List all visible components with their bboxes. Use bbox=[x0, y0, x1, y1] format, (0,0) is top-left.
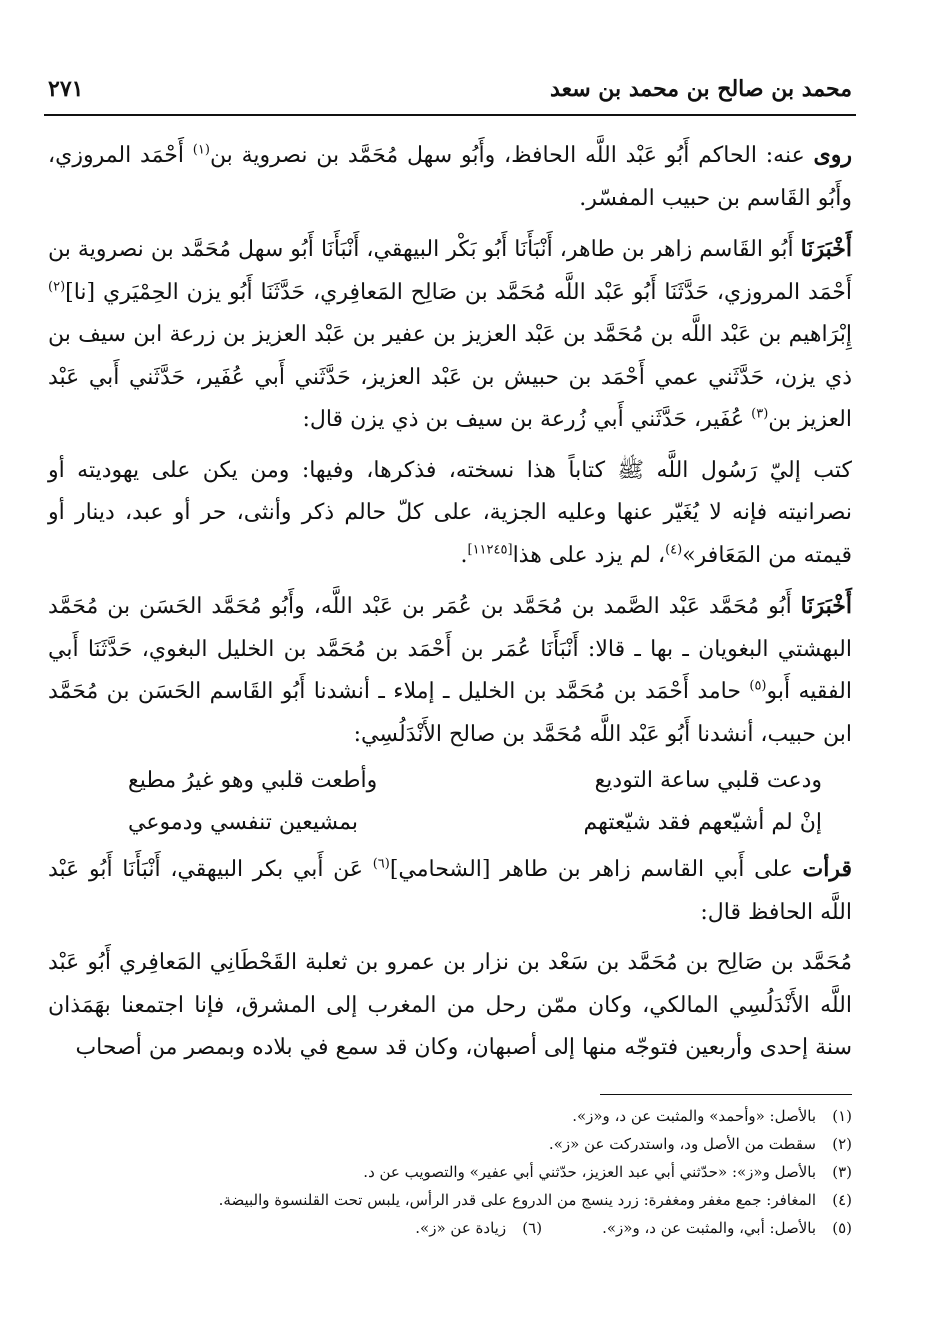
lead-word: قرأت bbox=[802, 856, 852, 882]
paragraph-text: أَبُو مُحَمَّد عَبْد الصَّمد بن مُحَمَّد بن عُمَر بن عَبْد اللَّه، وأَبُو مُحَمَّد الحَسَن بن مُحَمَّد البهشتي البغويان ـ بها ـ قالا: أَنْبَأَنَا عُمَر بن أَحْمَد بن مُحَمَّد بن الخليل البغوي، حَدَّثَنَا أَبي الفقيه أَبو bbox=[48, 594, 852, 704]
hemistich-first: ودعت قلبي ساعة التوديع bbox=[594, 768, 822, 793]
footnote-3 bbox=[48, 1158, 852, 1186]
footnote-number: (٦) bbox=[522, 1219, 543, 1237]
running-title: محمد بن صالح بن محمد بن سعد bbox=[550, 76, 852, 102]
footnote-rule bbox=[600, 1094, 852, 1095]
footnote-marker: (٤) bbox=[665, 542, 683, 558]
paragraph-text: عَن أَبي بكر البيهقي، أَنْبَأَنَا أَبُو عَبْد اللَّه الحافظ قال: bbox=[48, 857, 852, 925]
footnote-2 bbox=[48, 1130, 852, 1158]
paragraph-text: ، لم يزد على هذا bbox=[512, 542, 666, 568]
footnotes bbox=[48, 1102, 852, 1242]
hemistich-second: وأطعت قلبي وهو غيرُ مطيع bbox=[128, 768, 378, 793]
paragraph-text: على أَبي القاسم زاهر بن طاهر [الشحامي] bbox=[389, 857, 803, 882]
footnote-marker: (٥) bbox=[749, 678, 767, 694]
paragraph-text: إِبْرَاهيم بن عَبْد اللَّه بن مُحَمَّد بن عَبْد العزيز بن عفير بن عَبْد العزيز بن زرعة ابن سيف بن ذي يزن، حَدَّثَني عمي أَحْمَد بن حبيش بن عَبْد العزيز، حَدَّثَني أَبي عُفَير، حَدَّثَني أَبي عَبْد العزيز بن bbox=[48, 322, 852, 432]
lead-word: أَخْبَرَنَا bbox=[800, 236, 852, 262]
poem-line-2 bbox=[48, 802, 852, 844]
paragraph-text: . bbox=[460, 542, 468, 568]
main-text bbox=[48, 134, 852, 1078]
paragraph-text: عنه: الحاكم أَبُو عَبْد اللَّه الحافظ، وأَبُو سهل مُحَمَّد بن نصروية بن bbox=[209, 143, 814, 168]
paragraph-isnad-2 bbox=[48, 585, 852, 756]
page-number: ٢٧١ bbox=[48, 76, 84, 102]
footnote-4 bbox=[48, 1186, 852, 1214]
footnote-text: المغافر: جمع مغفر ومغفرة: زرد ينسج من الدروع على قدر الرأس، يلبس تحت القلنسوة والبيضة. bbox=[218, 1191, 816, 1209]
paragraph-text: حامد أَحْمَد بن مُحَمَّد بن الخليل ـ إملاء ـ أنشدنا أَبُو القَاسم الحَسَن بن مُحَمَّد ابن حبيب، أنشدنا أَبُو عَبْد اللَّه مُحَمَّد بن صالح الأَنْدَلُسِي: bbox=[48, 679, 852, 747]
footnote-text: سقطت من الأصل ود، واستدركت عن «ز». bbox=[548, 1135, 816, 1153]
poem-line-1 bbox=[48, 760, 852, 802]
paragraph-isnad-1 bbox=[48, 228, 852, 442]
paragraph-biography bbox=[48, 942, 852, 1070]
footnote-1 bbox=[48, 1102, 852, 1130]
footnote-marker: (٣) bbox=[751, 406, 769, 422]
lead-word: روى bbox=[813, 142, 852, 168]
footnote-number: (٥) bbox=[832, 1219, 852, 1237]
footnote-number: (٣) bbox=[832, 1163, 852, 1181]
footnote-5-6 bbox=[48, 1214, 852, 1242]
hemistich-first: إنْ لم أشيّعهم فقد شيّعتهم bbox=[583, 810, 822, 835]
footnote-text: زيادة عن «ز». bbox=[415, 1219, 507, 1237]
hemistich-second: بمشيعين تنفسي ودموعي bbox=[128, 810, 358, 835]
page-header bbox=[48, 74, 852, 114]
paragraph-text: أَبُو القَاسم زاهر بن طاهر، أَنْبَأَنَا أَبُو بَكْر البيهقي، أَنْبَأَنَا أَبُو سهل مُحَمَّد بن نصروية بن أَحْمَد المروزي، حَدَّثَنَا أَبُو عَبْد اللَّه مُحَمَّد بن صَالِح المَعافِري، حَدَّثَنَا أَبُو يزن الحِمْيَري [نا] bbox=[48, 237, 852, 305]
footnote-text: بالأصل: أبي، والمثبت عن د، و«ز». bbox=[602, 1219, 816, 1237]
footnote-marker: (١) bbox=[192, 142, 210, 158]
footnote-number: (٤) bbox=[832, 1191, 852, 1209]
hadith-number: [١١٢٤٥] bbox=[467, 542, 513, 558]
header-rule bbox=[44, 114, 856, 116]
footnote-number: (١) bbox=[832, 1107, 852, 1125]
lead-word: أَخْبَرَنَا bbox=[800, 593, 852, 619]
paragraph-text: عُفَير، حَدَّثَني أَبي زُرعة بن سيف بن ذي يزن قال: bbox=[302, 407, 752, 432]
paragraph-text: أَحْمَد المروزي، وأَبُو القَاسم بن حبيب المفسّر. bbox=[48, 143, 852, 211]
paragraph-letter bbox=[48, 450, 852, 578]
paragraph-narrators bbox=[48, 134, 852, 220]
footnote-text: بالأصل و«ز»: «حدّثني أبي عبد العزيز، حدّثني أبي عفير» والتصويب عن د. bbox=[363, 1163, 816, 1181]
footnote-marker: (٦) bbox=[372, 856, 390, 872]
footnote-text: بالأصل: «وأحمد» والمثبت عن د، و«ز». bbox=[572, 1107, 816, 1125]
footnote-number: (٢) bbox=[832, 1135, 852, 1153]
paragraph-text: كتب إليّ رَسُول اللَّه ﷺ كتاباً هذا نسخته، فذكرها، وفيها: ومن يكن على يهوديته أو نصرانيته فإنه لا يُغَيّر عنها وعليه الجزية، على كلّ حالم ذكر وأنثى، حر أو عبد، دينار أو قيمته من المَعَافر» bbox=[48, 457, 852, 568]
paragraph-text: مُحَمَّد بن صَالِح بن مُحَمَّد بن سَعْد بن نزار بن عمرو بن ثعلبة القَحْطَانِي المَعافِري أَبُو عَبْد اللَّه الأَنْدَلُسِي المالكي، وكان ممّن رحل من المغرب إلى المشرق، فإنا اجتمعنا بهَمَذان سنة إحدى وأربعين فتوجّه منها إلى أصبهان، وكان قد سمع في بلاده وبمصر من أصحاب bbox=[48, 950, 852, 1060]
footnote-marker: (٢) bbox=[48, 279, 66, 295]
paragraph-reading bbox=[48, 848, 852, 934]
